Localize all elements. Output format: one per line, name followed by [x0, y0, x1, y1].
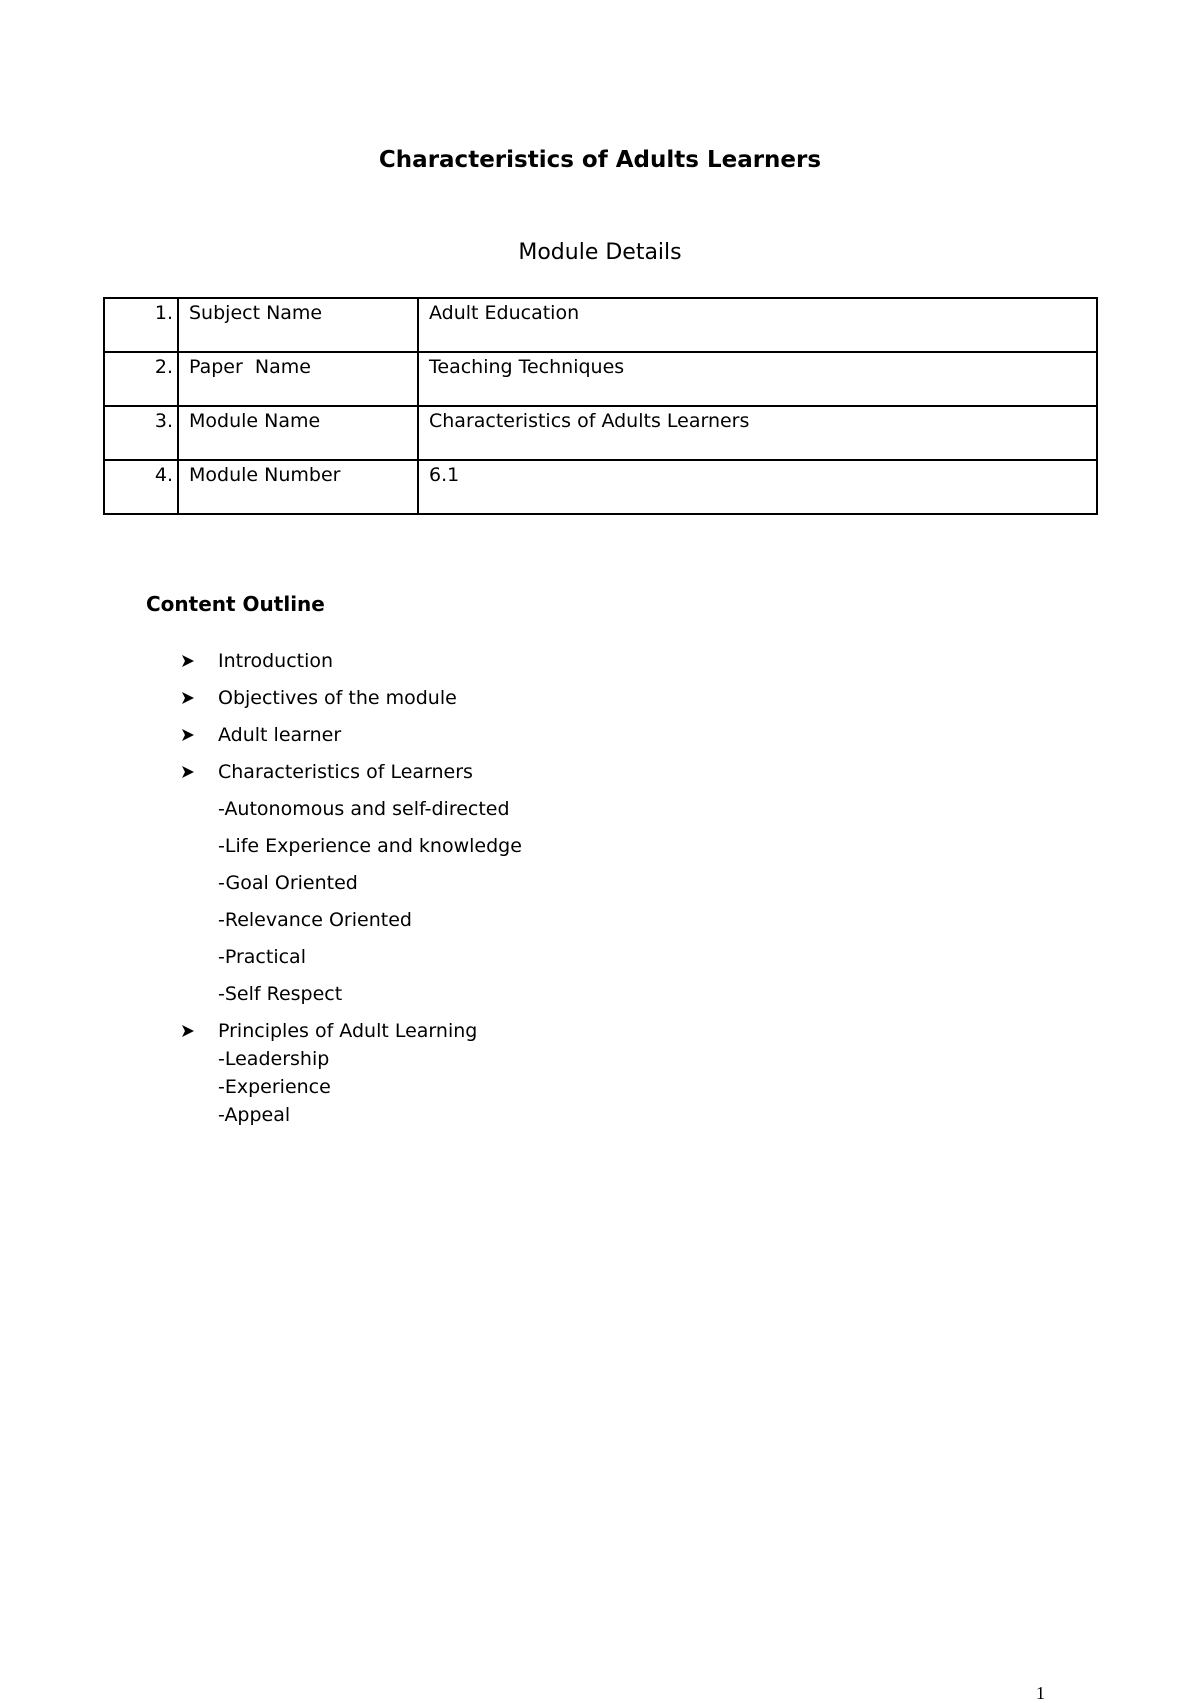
row-label: Module Number — [178, 460, 418, 514]
list-item — [181, 648, 522, 674]
sub-item: -Practical — [218, 946, 306, 968]
module-details-heading: Module Details — [518, 240, 682, 265]
list-item — [181, 722, 522, 748]
row-number: 1. — [104, 298, 178, 352]
content-outline-list — [181, 648, 522, 1130]
row-label: Paper Name — [178, 352, 418, 406]
table-row — [104, 406, 1097, 460]
arrow-bullet-icon — [181, 1024, 195, 1038]
sub-item: -Appeal — [218, 1104, 291, 1126]
list-item — [181, 685, 522, 711]
table-row — [104, 298, 1097, 352]
list-item — [181, 759, 522, 785]
content-outline-heading: Content Outline — [146, 592, 325, 616]
table-row — [104, 460, 1097, 514]
list-item-label: Introduction — [218, 650, 334, 672]
arrow-bullet-icon — [181, 654, 195, 668]
sub-item: -Self Respect — [218, 983, 343, 1005]
row-label: Module Name — [178, 406, 418, 460]
sub-item: -Leadership — [218, 1048, 330, 1070]
module-details-table — [103, 297, 1098, 515]
arrow-bullet-icon — [181, 765, 195, 779]
sub-item: -Life Experience and knowledge — [218, 835, 522, 857]
list-item — [181, 1018, 522, 1044]
row-number: 3. — [104, 406, 178, 460]
sub-item: -Goal Oriented — [218, 872, 358, 894]
arrow-bullet-icon — [181, 728, 195, 742]
row-number: 4. — [104, 460, 178, 514]
page-number: 1 — [1036, 1683, 1045, 1703]
list-item-label: Characteristics of Learners — [218, 761, 473, 783]
list-item-label: Objectives of the module — [218, 687, 457, 709]
row-value: Characteristics of Adults Learners — [418, 406, 1097, 460]
row-value: Adult Education — [418, 298, 1097, 352]
arrow-bullet-icon — [181, 691, 195, 705]
sub-item: -Relevance Oriented — [218, 909, 412, 931]
row-number: 2. — [104, 352, 178, 406]
sub-item: -Autonomous and self-directed — [218, 798, 510, 820]
list-item-label: Adult learner — [218, 724, 342, 746]
sub-item: -Experience — [218, 1076, 331, 1098]
row-label: Subject Name — [178, 298, 418, 352]
row-value: Teaching Techniques — [418, 352, 1097, 406]
table-row — [104, 352, 1097, 406]
list-item-label: Principles of Adult Learning — [218, 1020, 478, 1042]
row-value: 6.1 — [418, 460, 1097, 514]
document-title: Characteristics of Adults Learners — [378, 147, 822, 173]
